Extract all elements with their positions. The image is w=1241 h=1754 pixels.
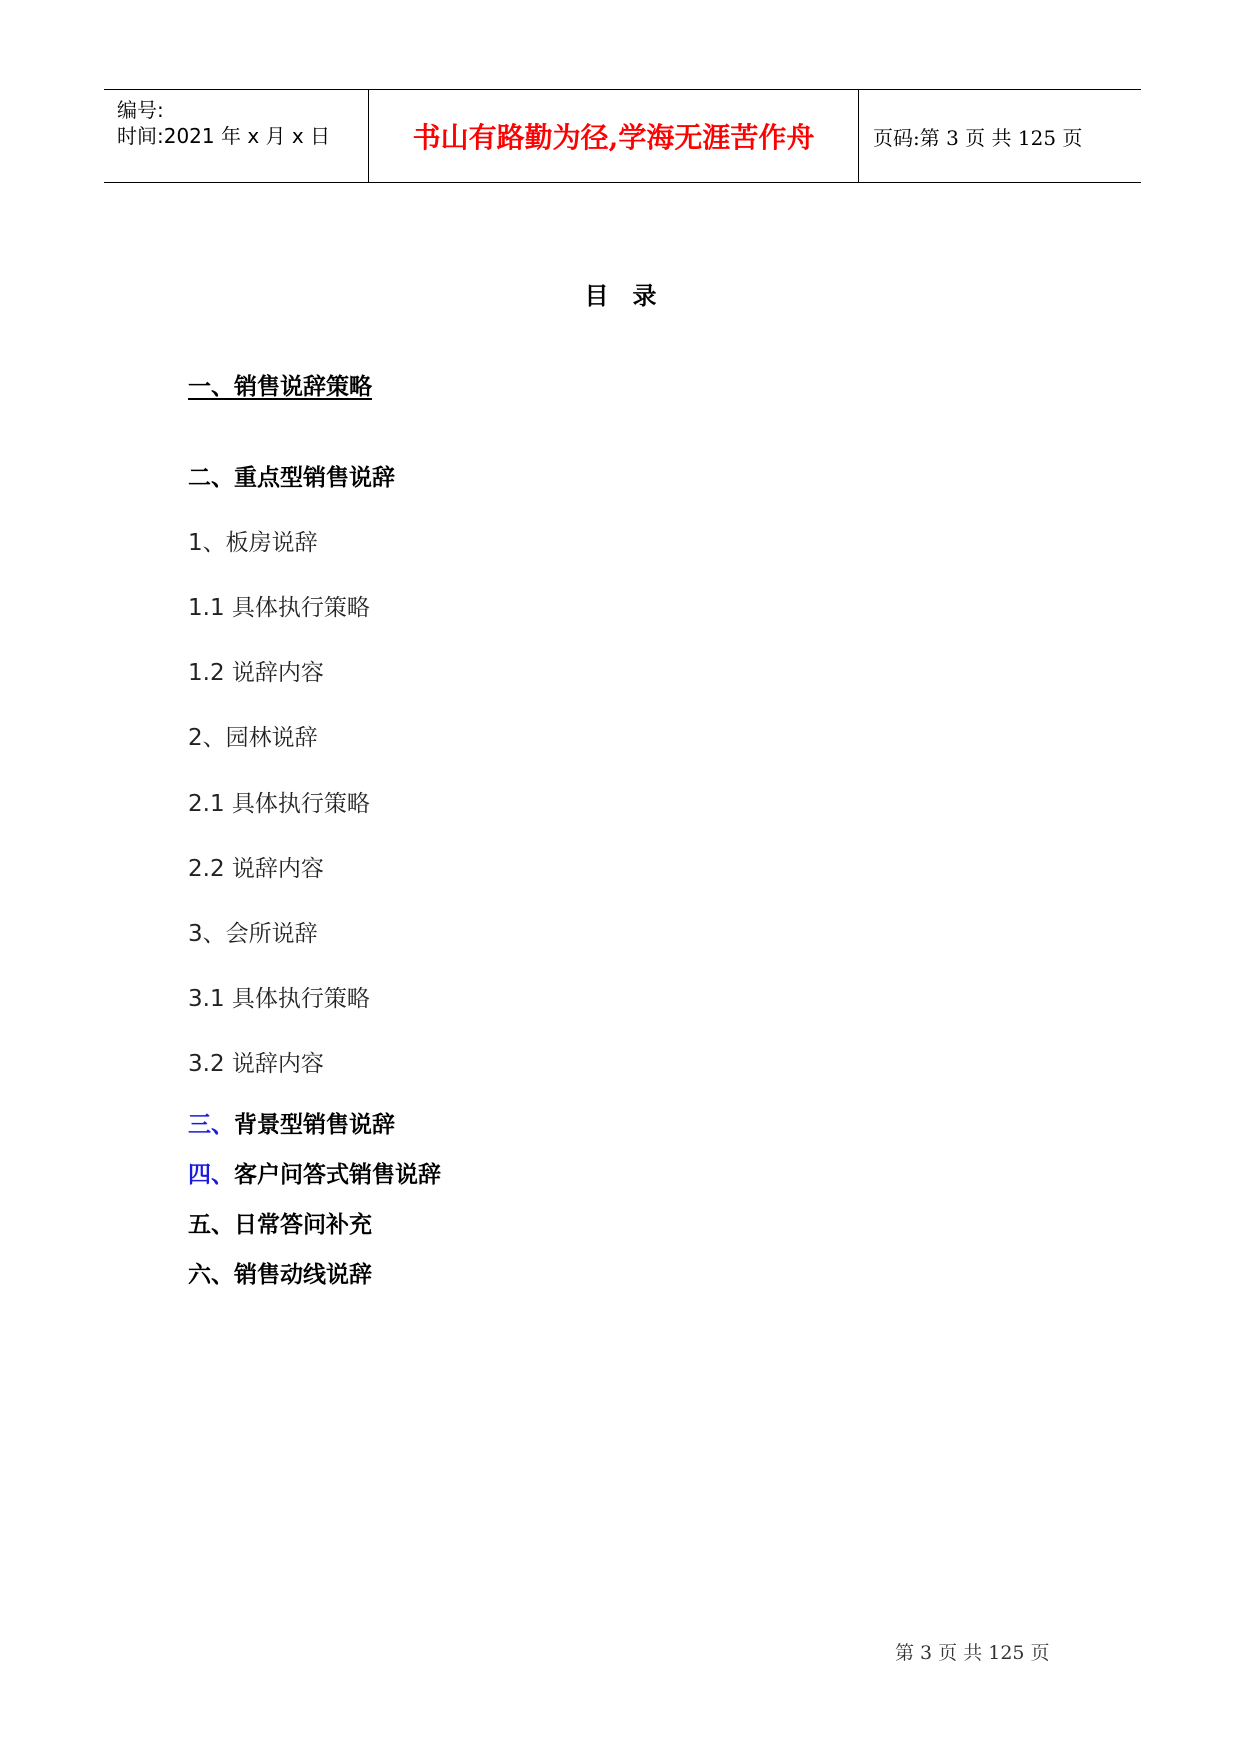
toc-entry-2-1-1[interactable] (188, 589, 370, 622)
time-label: 时间:2021 年 x 月 x 日 (117, 124, 331, 148)
toc-entry-text: 1.2 说辞内容 (188, 660, 324, 686)
toc-entry-text: 二、重点型销售说辞 (188, 465, 395, 491)
toc-entry-number: 四、 (188, 1162, 234, 1188)
toc-entry-text: 1.1 具体执行策略 (188, 595, 370, 621)
toc-entry-text: 3.1 具体执行策略 (188, 986, 370, 1012)
motto: 书山有路勤为径,学海无涯苦作舟 (412, 121, 815, 154)
toc-entry-text: 3.2 说辞内容 (188, 1051, 324, 1077)
header-meta-cell (104, 90, 369, 182)
toc-entry-number: 三、 (188, 1112, 234, 1138)
toc-entry-text: 3、会所说辞 (188, 921, 318, 947)
footer-page-info: 第 3 页 共 125 页 (895, 1642, 1050, 1664)
toc-entry-text: 2.2 说辞内容 (188, 856, 324, 882)
toc-entry-text: 2、园林说辞 (188, 725, 318, 751)
toc-entry-text: 六、销售动线说辞 (188, 1262, 372, 1288)
toc-entry-text: 五、日常答问补充 (188, 1212, 372, 1238)
toc-entry-text: 1、板房说辞 (188, 530, 318, 556)
toc-entry-2[interactable] (188, 459, 395, 492)
toc-entry-text: 2.1 具体执行策略 (188, 791, 370, 817)
header-page-cell (859, 90, 1141, 182)
page-code: 页码:第 3 页 共 125 页 (873, 125, 1083, 150)
toc-entry-text: 客户问答式销售说辞 (234, 1162, 441, 1188)
toc-entry-2-2[interactable] (188, 719, 318, 752)
toc-title: 目录 (584, 282, 681, 310)
header-table (104, 89, 1141, 183)
toc-entry-6[interactable] (188, 1256, 372, 1289)
toc-entry-2-3[interactable] (188, 915, 318, 948)
header-motto-cell (369, 90, 859, 182)
toc-entry-2-3-1[interactable] (188, 980, 370, 1013)
toc-entry-2-1[interactable] (188, 524, 318, 557)
toc-entry-text: 背景型销售说辞 (234, 1112, 395, 1138)
toc-entry-3[interactable] (188, 1106, 395, 1139)
toc-entry-1[interactable] (188, 368, 372, 401)
toc-entry-5[interactable] (188, 1206, 372, 1239)
toc-entry-text: 一、销售说辞策略 (188, 374, 372, 400)
toc-entry-2-1-2[interactable] (188, 654, 324, 687)
toc-entry-4[interactable] (188, 1156, 441, 1189)
toc-entry-2-2-1[interactable] (188, 785, 370, 818)
code-label: 编号: (117, 98, 164, 122)
toc-entry-2-3-2[interactable] (188, 1045, 324, 1078)
toc-entry-2-2-2[interactable] (188, 850, 324, 883)
